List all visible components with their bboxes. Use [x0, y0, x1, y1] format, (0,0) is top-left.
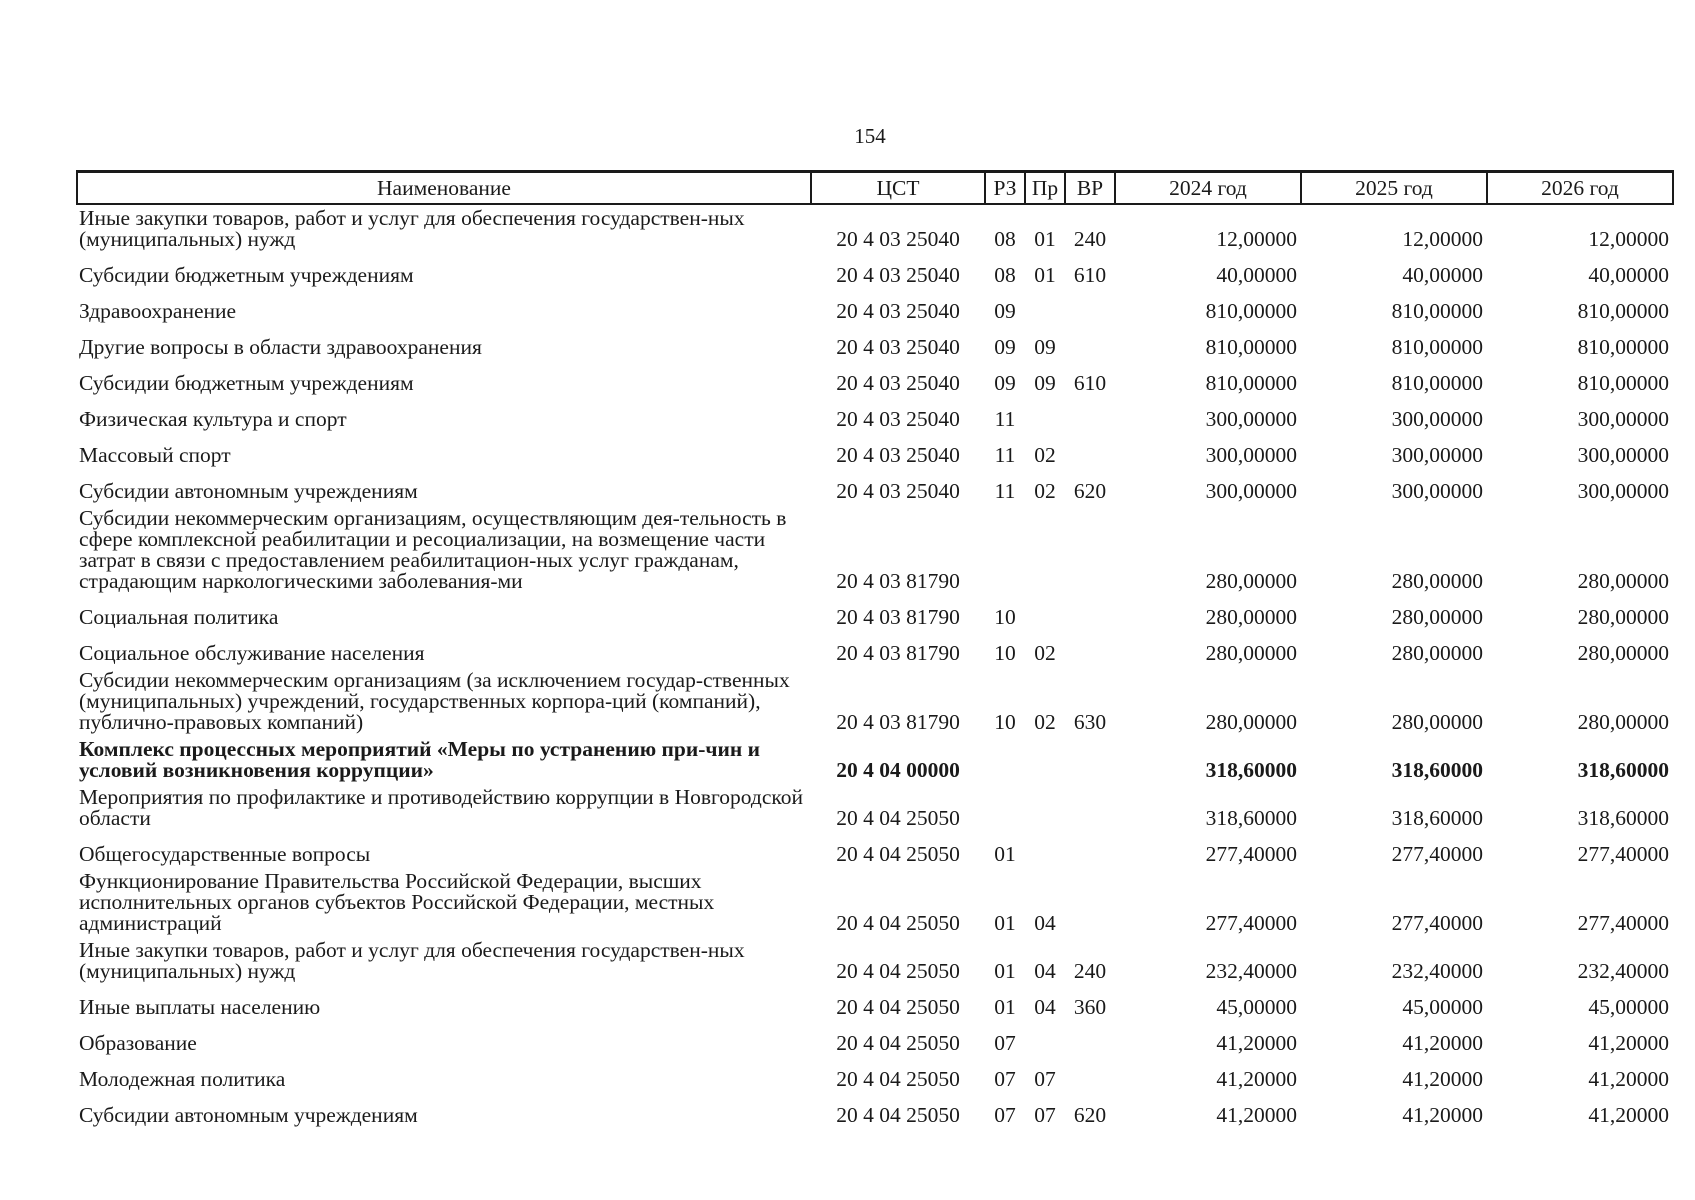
cell-pr — [1025, 736, 1065, 784]
cell-name: Мероприятия по профилактике и противодействию коррупции в Новгородской области — [79, 785, 804, 830]
cell-name: Иные закупки товаров, работ и услуг для обеспечения государствен-ных (муниципальных) нужд — [79, 206, 745, 251]
cell-rz — [985, 736, 1025, 784]
cell-2025: 280,00000 — [1391, 605, 1483, 629]
cell-2024: 41,20000 — [1216, 1067, 1297, 1091]
cell-cst: 20 4 04 25050 — [836, 1067, 960, 1091]
cell-pr: 02 — [1034, 479, 1056, 503]
table-row — [77, 667, 1673, 736]
cell-pr — [1025, 397, 1065, 433]
cell-name: Молодежная политика — [79, 1067, 286, 1091]
cell-rz: 09 — [994, 335, 1016, 359]
cell-vr: 240 — [1073, 227, 1107, 251]
cell-2026: 280,00000 — [1577, 605, 1669, 629]
cell-cst: 20 4 03 81790 — [836, 710, 960, 734]
cell-2024: 810,00000 — [1205, 371, 1297, 395]
cell-pr — [1025, 289, 1065, 325]
cell-rz — [985, 505, 1025, 595]
budget-table — [76, 170, 1674, 1129]
cell-pr: 07 — [1034, 1067, 1056, 1091]
cell-2024: 280,00000 — [1205, 641, 1297, 665]
cell-2025: 40,00000 — [1402, 263, 1483, 287]
cell-pr: 01 — [1034, 263, 1056, 287]
cell-vr — [1065, 1021, 1115, 1057]
cell-cst: 20 4 03 25040 — [836, 263, 960, 287]
cell-name: Массовый спорт — [79, 443, 231, 467]
cell-2025: 300,00000 — [1391, 407, 1483, 431]
table-row — [77, 736, 1673, 784]
cell-2025: 318,60000 — [1391, 806, 1483, 830]
cell-cst: 20 4 04 25050 — [836, 1031, 960, 1055]
table-header — [77, 172, 1673, 205]
cell-cst: 20 4 04 25050 — [836, 806, 960, 830]
cell-2026: 318,60000 — [1577, 758, 1669, 782]
cell-cst: 20 4 03 25040 — [836, 479, 960, 503]
cell-vr: 240 — [1073, 959, 1107, 983]
cell-pr: 01 — [1034, 227, 1056, 251]
cell-vr: 630 — [1073, 710, 1107, 734]
cell-name: Субсидии бюджетным учреждениям — [79, 263, 414, 287]
cell-rz: 08 — [994, 263, 1016, 287]
cell-pr — [1025, 832, 1065, 868]
cell-pr — [1025, 505, 1065, 595]
cell-pr: 02 — [1034, 641, 1056, 665]
cell-2026: 232,40000 — [1577, 959, 1669, 983]
cell-cst: 20 4 04 00000 — [836, 758, 960, 782]
cell-rz: 01 — [994, 959, 1016, 983]
cell-2025: 12,00000 — [1402, 227, 1483, 251]
table-row — [77, 868, 1673, 937]
cell-rz: 09 — [994, 299, 1016, 323]
cell-2024: 300,00000 — [1205, 479, 1297, 503]
cell-2026: 40,00000 — [1588, 263, 1669, 287]
cell-2026: 41,20000 — [1588, 1103, 1669, 1127]
cell-2025: 277,40000 — [1391, 911, 1483, 935]
cell-name: Другие вопросы в области здравоохранения — [79, 335, 482, 359]
cell-vr — [1065, 832, 1115, 868]
cell-cst: 20 4 04 25050 — [836, 842, 960, 866]
page-number: 154 — [854, 124, 886, 148]
cell-2026: 280,00000 — [1577, 641, 1669, 665]
cell-pr: 07 — [1034, 1103, 1056, 1127]
cell-2024: 232,40000 — [1205, 959, 1297, 983]
cell-2026: 41,20000 — [1588, 1067, 1669, 1091]
cell-2024: 40,00000 — [1216, 263, 1297, 287]
table-row — [77, 1057, 1673, 1093]
cell-2025: 300,00000 — [1391, 479, 1483, 503]
cell-rz: 11 — [994, 479, 1016, 503]
cell-rz: 10 — [994, 641, 1016, 665]
cell-name: Здравоохранение — [79, 299, 237, 323]
cell-vr — [1065, 631, 1115, 667]
table-row — [77, 595, 1673, 631]
header-2024: 2024 год — [1115, 172, 1301, 205]
cell-cst: 20 4 03 25040 — [836, 299, 960, 323]
cell-rz: 11 — [994, 443, 1016, 467]
table-body — [77, 204, 1673, 1129]
table-row — [77, 361, 1673, 397]
cell-2024: 318,60000 — [1205, 758, 1297, 782]
cell-cst: 20 4 03 25040 — [836, 407, 960, 431]
table-row — [77, 631, 1673, 667]
cell-cst: 20 4 03 25040 — [836, 227, 960, 251]
header-name: Наименование — [77, 172, 811, 205]
cell-2025: 810,00000 — [1391, 335, 1483, 359]
cell-cst: 20 4 03 81790 — [836, 605, 960, 629]
cell-name: Социальная политика — [79, 605, 279, 629]
cell-vr — [1065, 736, 1115, 784]
cell-2025: 318,60000 — [1391, 758, 1483, 782]
cell-cst: 20 4 03 25040 — [836, 335, 960, 359]
cell-pr — [1025, 1021, 1065, 1057]
cell-vr — [1065, 505, 1115, 595]
cell-2024: 810,00000 — [1205, 335, 1297, 359]
cell-pr: 02 — [1034, 443, 1056, 467]
table-row — [77, 505, 1673, 595]
cell-name: Общегосударственные вопросы — [79, 842, 371, 866]
cell-2026: 300,00000 — [1577, 443, 1669, 467]
cell-2025: 810,00000 — [1391, 299, 1483, 323]
table-row — [77, 433, 1673, 469]
cell-rz: 10 — [994, 605, 1016, 629]
table-row — [77, 253, 1673, 289]
cell-2024: 41,20000 — [1216, 1103, 1297, 1127]
cell-2025: 300,00000 — [1391, 443, 1483, 467]
cell-2026: 810,00000 — [1577, 335, 1669, 359]
cell-vr — [1065, 784, 1115, 832]
cell-2026: 41,20000 — [1588, 1031, 1669, 1055]
cell-name: Субсидии некоммерческим организациям (за исключением государ-ственных (муниципальных) учреждений, государственных корпора-ций (компаний), публично-правовых компаний) — [79, 668, 790, 734]
header-vr: ВР — [1065, 172, 1115, 205]
table-row — [77, 289, 1673, 325]
cell-2024: 300,00000 — [1205, 443, 1297, 467]
cell-vr: 610 — [1073, 263, 1107, 287]
cell-vr — [1065, 325, 1115, 361]
table-row — [77, 204, 1673, 253]
cell-name: Социальное обслуживание населения — [79, 641, 425, 665]
cell-name: Комплекс процессных мероприятий «Меры по устранению при-чин и условий возникновения коррупции» — [79, 737, 761, 782]
header-cst: ЦСТ — [811, 172, 985, 205]
cell-cst: 20 4 03 25040 — [836, 443, 960, 467]
cell-pr — [1025, 595, 1065, 631]
cell-rz: 07 — [994, 1031, 1016, 1055]
cell-name: Субсидии некоммерческим организациям, осуществляющим дея-тельность в сфере комплексной реабилитации и ресоциализации, на возмещение части затрат в связи с предоставлением реабилитацион-ных услуг гражданам, страдающим наркологическими заболевания-ми — [79, 506, 787, 593]
cell-cst: 20 4 04 25050 — [836, 911, 960, 935]
cell-rz: 07 — [994, 1103, 1016, 1127]
cell-vr — [1065, 397, 1115, 433]
cell-rz — [985, 784, 1025, 832]
cell-2025: 41,20000 — [1402, 1103, 1483, 1127]
cell-cst: 20 4 03 81790 — [836, 569, 960, 593]
header-2026: 2026 год — [1487, 172, 1673, 205]
cell-rz: 01 — [994, 911, 1016, 935]
table-row — [77, 784, 1673, 832]
cell-name: Субсидии автономным учреждениям — [79, 1103, 418, 1127]
table-row — [77, 832, 1673, 868]
cell-2024: 277,40000 — [1205, 842, 1297, 866]
cell-rz: 08 — [994, 227, 1016, 251]
cell-name: Физическая культура и спорт — [79, 407, 347, 431]
cell-pr: 04 — [1034, 911, 1056, 935]
cell-name: Субсидии автономным учреждениям — [79, 479, 418, 503]
cell-2025: 41,20000 — [1402, 1031, 1483, 1055]
cell-pr: 04 — [1034, 959, 1056, 983]
cell-2024: 810,00000 — [1205, 299, 1297, 323]
cell-vr — [1065, 289, 1115, 325]
cell-name: Образование — [79, 1031, 197, 1055]
cell-rz: 11 — [994, 407, 1016, 431]
cell-2025: 280,00000 — [1391, 641, 1483, 665]
cell-2024: 300,00000 — [1205, 407, 1297, 431]
cell-rz: 01 — [994, 995, 1016, 1019]
cell-2024: 277,40000 — [1205, 911, 1297, 935]
cell-pr: 04 — [1034, 995, 1056, 1019]
cell-pr: 09 — [1034, 371, 1056, 395]
header-2025: 2025 год — [1301, 172, 1487, 205]
cell-2026: 300,00000 — [1577, 407, 1669, 431]
cell-rz: 01 — [994, 842, 1016, 866]
table-row — [77, 937, 1673, 985]
cell-vr: 620 — [1073, 479, 1107, 503]
cell-2026: 810,00000 — [1577, 299, 1669, 323]
table-row — [77, 1093, 1673, 1129]
cell-2024: 280,00000 — [1205, 710, 1297, 734]
cell-2026: 318,60000 — [1577, 806, 1669, 830]
cell-vr — [1065, 868, 1115, 937]
cell-2025: 280,00000 — [1391, 569, 1483, 593]
cell-vr — [1065, 595, 1115, 631]
cell-2024: 41,20000 — [1216, 1031, 1297, 1055]
cell-rz: 07 — [994, 1067, 1016, 1091]
cell-2025: 810,00000 — [1391, 371, 1483, 395]
table-row — [77, 325, 1673, 361]
table-row — [77, 985, 1673, 1021]
cell-cst: 20 4 03 81790 — [836, 641, 960, 665]
cell-cst: 20 4 04 25050 — [836, 959, 960, 983]
cell-2024: 280,00000 — [1205, 569, 1297, 593]
cell-2025: 280,00000 — [1391, 710, 1483, 734]
header-rz: РЗ — [985, 172, 1025, 205]
cell-2026: 45,00000 — [1588, 995, 1669, 1019]
header-pr: Пр — [1025, 172, 1065, 205]
cell-rz: 10 — [994, 710, 1016, 734]
table-row — [77, 397, 1673, 433]
cell-cst: 20 4 03 25040 — [836, 371, 960, 395]
cell-name: Иные закупки товаров, работ и услуг для обеспечения государствен-ных (муниципальных) нужд — [79, 938, 745, 983]
cell-pr: 02 — [1034, 710, 1056, 734]
cell-2024: 12,00000 — [1216, 227, 1297, 251]
cell-2026: 300,00000 — [1577, 479, 1669, 503]
table-row — [77, 469, 1673, 505]
cell-2024: 318,60000 — [1205, 806, 1297, 830]
cell-2026: 810,00000 — [1577, 371, 1669, 395]
cell-2025: 45,00000 — [1402, 995, 1483, 1019]
cell-rz: 09 — [994, 371, 1016, 395]
cell-name: Субсидии бюджетным учреждениям — [79, 371, 414, 395]
cell-vr — [1065, 1057, 1115, 1093]
cell-vr: 620 — [1073, 1103, 1107, 1127]
cell-2026: 277,40000 — [1577, 911, 1669, 935]
cell-2025: 277,40000 — [1391, 842, 1483, 866]
cell-vr: 360 — [1073, 995, 1107, 1019]
cell-2025: 41,20000 — [1402, 1067, 1483, 1091]
cell-vr — [1065, 433, 1115, 469]
cell-2026: 280,00000 — [1577, 710, 1669, 734]
cell-2025: 232,40000 — [1391, 959, 1483, 983]
cell-vr: 610 — [1073, 371, 1107, 395]
cell-name: Функционирование Правительства Российской Федерации, высших исполнительных органов субъектов Российской Федерации, местных администраций — [79, 869, 715, 935]
cell-pr: 09 — [1034, 335, 1056, 359]
cell-name: Иные выплаты населению — [79, 995, 321, 1019]
cell-2026: 277,40000 — [1577, 842, 1669, 866]
cell-2024: 45,00000 — [1216, 995, 1297, 1019]
cell-cst: 20 4 04 25050 — [836, 1103, 960, 1127]
table-row — [77, 1021, 1673, 1057]
cell-2026: 12,00000 — [1588, 227, 1669, 251]
cell-cst: 20 4 04 25050 — [836, 995, 960, 1019]
cell-2024: 280,00000 — [1205, 605, 1297, 629]
cell-2026: 280,00000 — [1577, 569, 1669, 593]
cell-pr — [1025, 784, 1065, 832]
